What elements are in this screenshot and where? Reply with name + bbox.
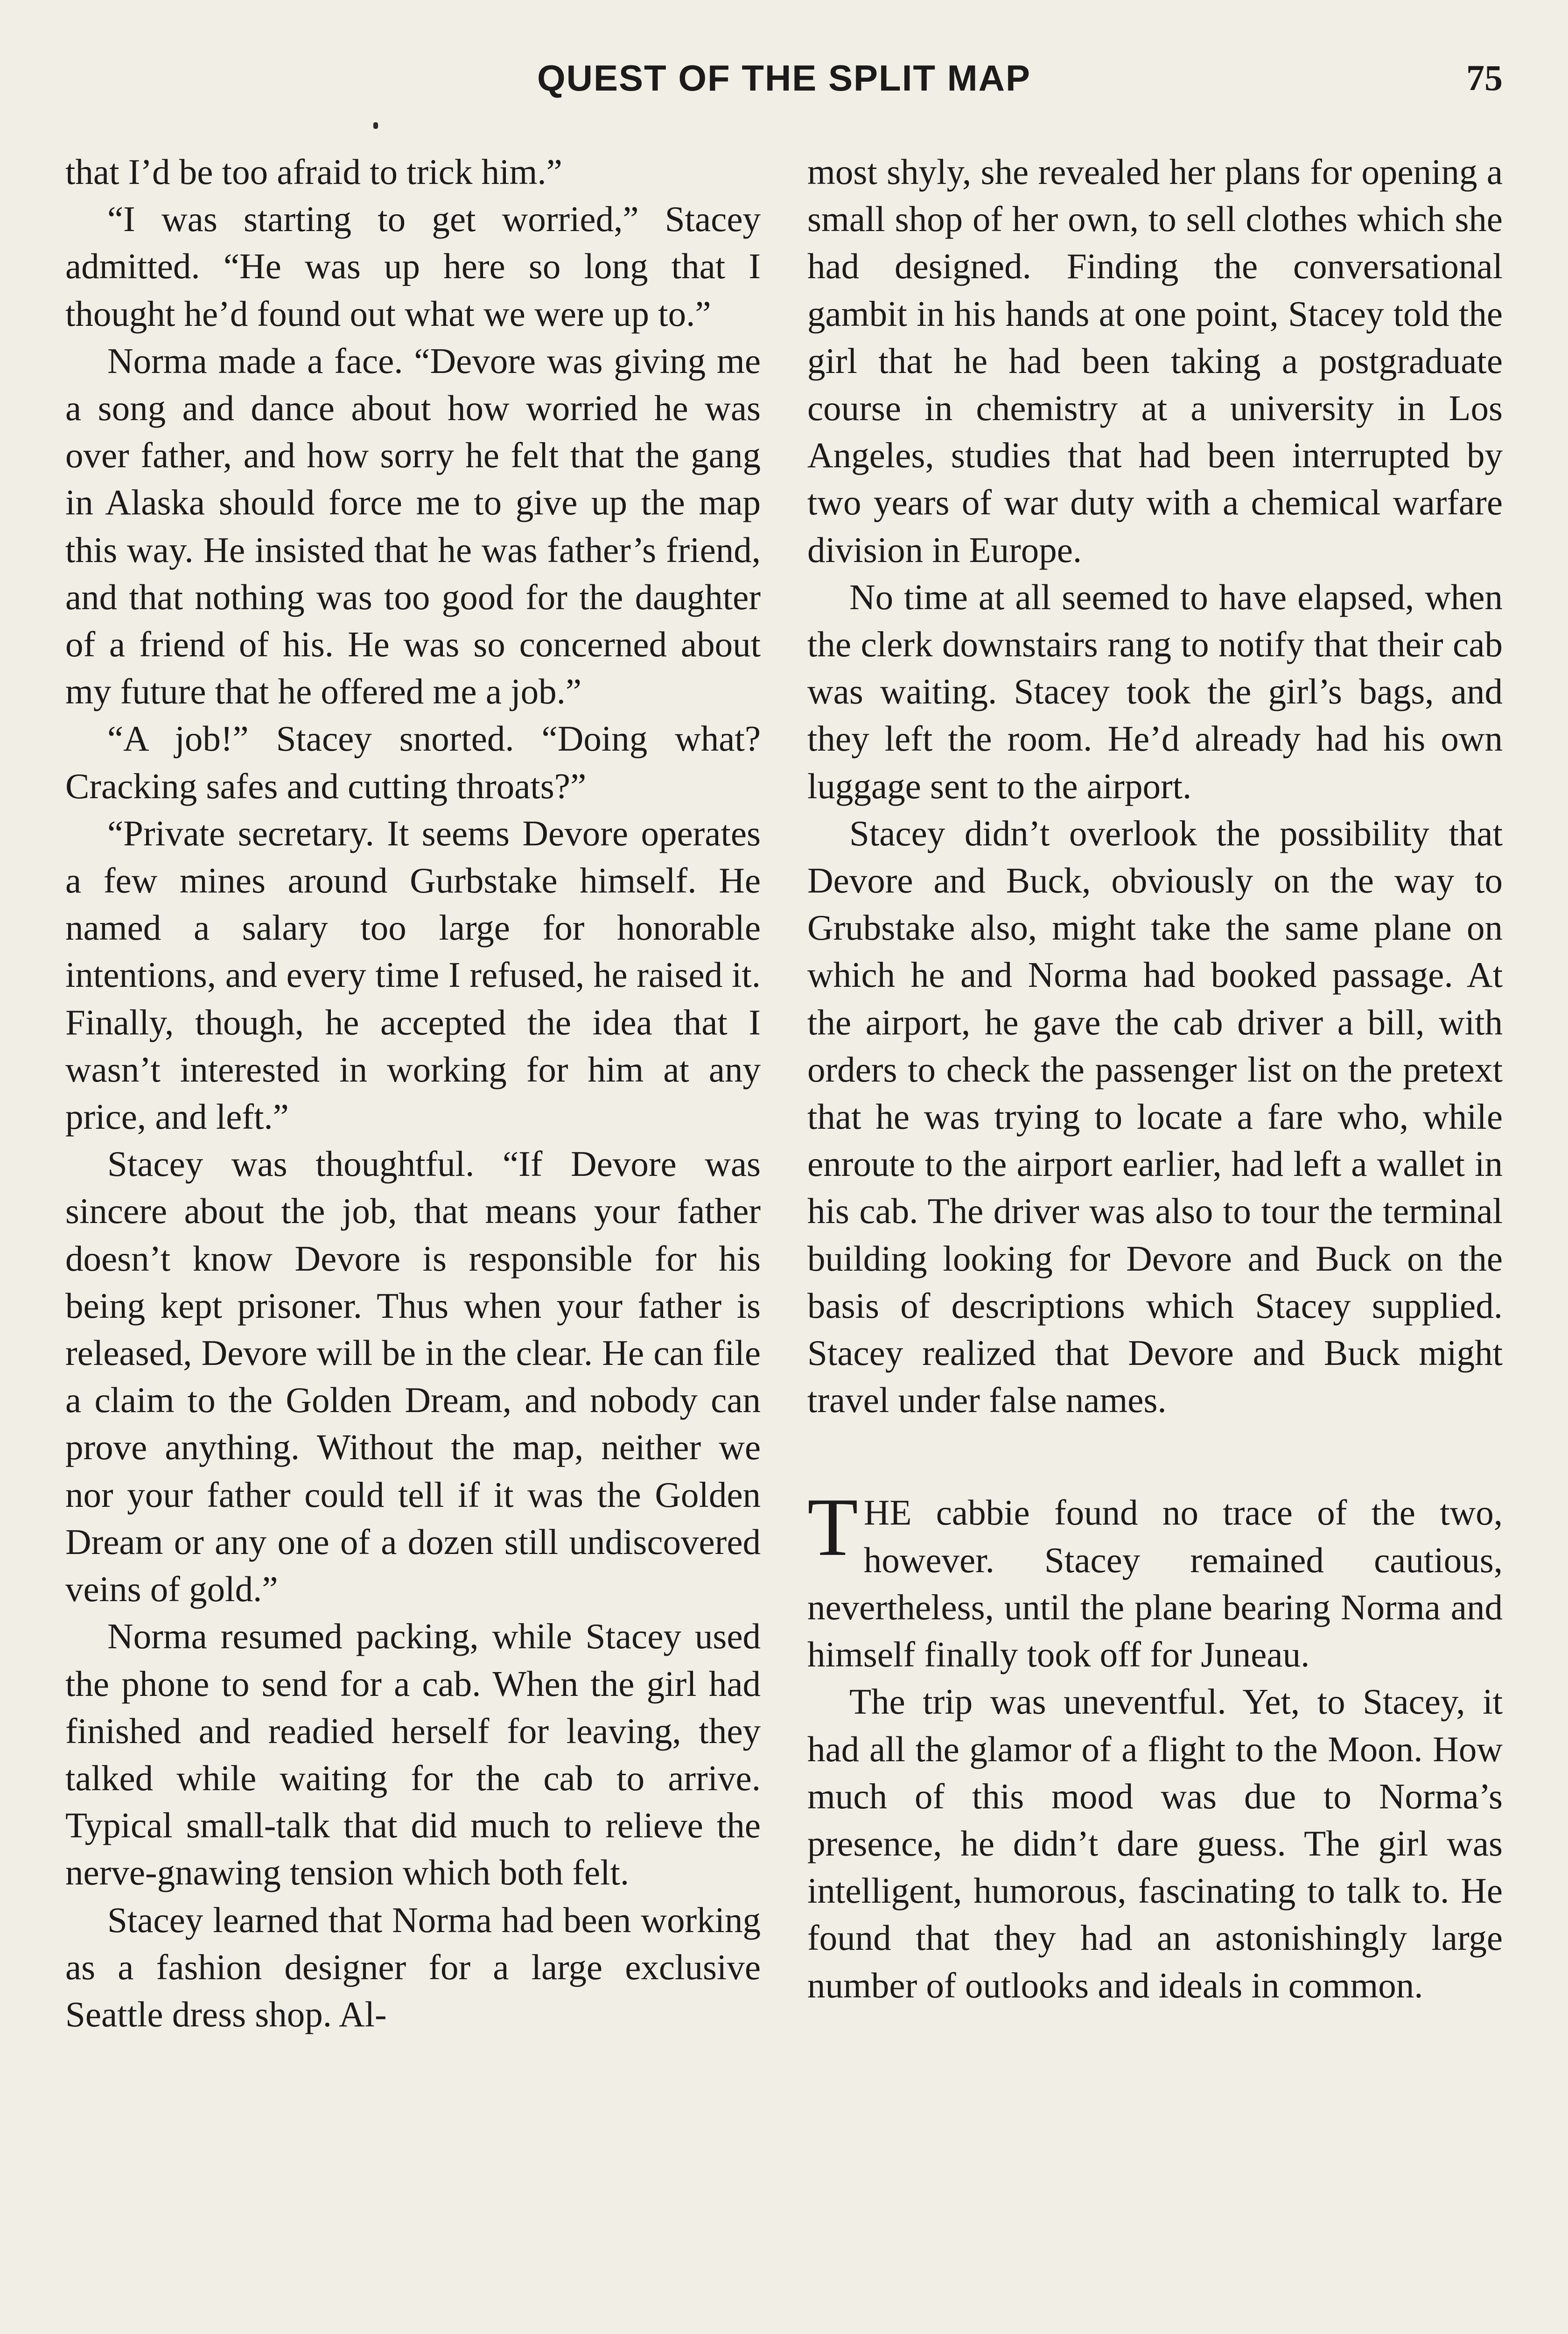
ink-speck: [373, 122, 378, 129]
paragraph: The trip was uneventful. Yet, to Stacey, it had all the glamor of a flight to the Moon. How much of this mood was due to Norma’s presence, he didn’t dare guess. The girl was intelligent, humorous, fascinating to talk to. He found that they had an astonishingly large number of outlooks and ideals in common.: [807, 1681, 1503, 2005]
paragraph: Stacey learned that Norma had been working as a fashion designer for a large exclusive Seattle dress shop. Al-: [65, 1899, 761, 2034]
page-number: 75: [1466, 57, 1503, 98]
paragraph: Norma resumed packing, while Stacey used the phone to send for a cab. When the girl had finished and readied herself for leaving, they talked while waiting for the cab to arrive. Typical small-talk that did much to relieve the nerve-gnawing tension which both felt.: [65, 1616, 761, 1893]
paragraph: Stacey didn’t overlook the possibility that Devore and Buck, obviously on the way to Grubstake also, might take the same plane on which he and Norma had booked passage. At the airport, he gave the cab driver a bill, with orders to check the passenger list on the pretext that he was trying to locate a fare who, while enroute to the airport earlier, had left a wallet in his cab. The driver was also to tour the terminal building looking for Devore and Buck on the basis of descriptions which Stacey supplied. Stacey realized that Devore and Buck might travel under false names.: [807, 813, 1503, 1420]
running-header: [65, 52, 1503, 104]
paragraph: “I was starting to get worried,” Stacey admitted. “He was up here so long that I thought he’d found out what we were up to.”: [65, 199, 761, 334]
paragraph-text: HE cabbie found no trace of the two, however. Stacey remained cautious, nevertheless, until the plane bearing Norma and himself finally took off for Juneau.: [807, 1492, 1503, 1675]
right-column: [807, 148, 1503, 2009]
section-break: [807, 1424, 1503, 1489]
paragraph: “A job!” Stacey snorted. “Doing what? Cracking safes and cutting throats?”: [65, 718, 761, 806]
section-opening-paragraph: [807, 1481, 1503, 1678]
drop-cap: T: [807, 1481, 858, 1574]
paragraph: most shyly, she revealed her plans for opening a small shop of her own, to sell clothes which she had designed. Finding the conversational gambit in his hands at one point, Stacey told the girl that he had been taking a postgraduate course in chemistry at a university in Los Angeles, studies that had been interrupted by two years of war duty with a chemical warfare division in Europe.: [807, 152, 1503, 570]
paragraph: Norma made a face. “Devore was giving me a song and dance about how worried he was over father, and how sorry he felt that the gang in Alaska should force me to give up the map this way. He insisted that he was father’s friend, and that nothing was too good for the daughter of a friend of his. He was so concerned about my future that he offered me a job.”: [65, 340, 761, 712]
paragraph: that I’d be too afraid to trick him.”: [65, 152, 562, 192]
running-title: QUEST OF THE SPLIT MAP: [537, 57, 1031, 98]
left-column: [65, 148, 761, 2038]
paragraph: Stacey was thoughtful. “If Devore was sincere about the job, that means your father doesn’t know Devore is responsible for his being kept prisoner. Thus when your father is released, Devore will be in the clear. He can file a claim to the Golden Dream, and nobody can prove anything. Without the map, neither we nor your father could tell if it was the Golden Dream or any one of a dozen still undiscovered veins of gold.”: [65, 1144, 761, 1610]
paragraph: “Private secretary. It seems Devore operates a few mines around Gurbstake himself. He named a salary too large for honorable intentions, and every time I refused, he raised it. Finally, though, he accepted the idea that I wasn’t interested in working for him at any price, and left.”: [65, 813, 761, 1137]
paragraph: No time at all seemed to have elapsed, when the clerk downstairs rang to notify that their cab was waiting. Stacey took the girl’s bags, and they left the room. He’d already had his own luggage sent to the airport.: [807, 576, 1503, 806]
